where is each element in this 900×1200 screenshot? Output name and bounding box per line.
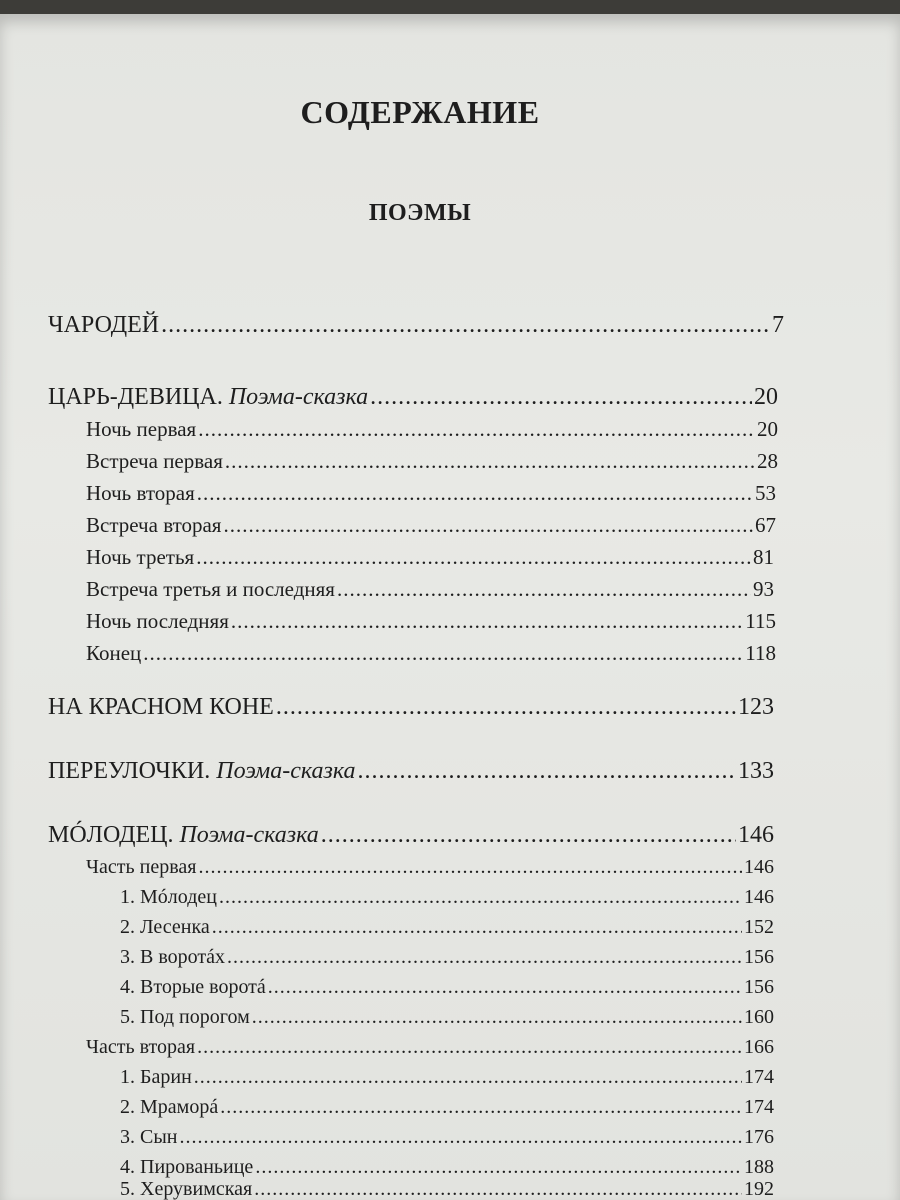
toc-entry-page: 188 [744, 1156, 774, 1178]
toc-entry-page: 146 [744, 856, 774, 878]
toc-leader-dots [220, 1092, 742, 1122]
toc-entry-title: 4. Вторые воротá [120, 976, 266, 998]
toc-entry-subtitle: Поэма-сказка [216, 758, 356, 784]
toc-entry [120, 882, 774, 912]
toc-entry [86, 852, 774, 882]
toc-entry-title: Часть первая [86, 856, 197, 878]
toc-entry [86, 1032, 774, 1062]
toc-entry-page: 174 [744, 1096, 774, 1118]
toc-leader-dots [276, 692, 736, 722]
toc-entry-page: 166 [744, 1036, 774, 1058]
toc-entry-title: 1. Барин [120, 1066, 192, 1088]
toc-leader-dots [161, 310, 770, 340]
toc-entry-page: 160 [744, 1006, 774, 1028]
toc-leader-dots [198, 414, 755, 444]
toc-entry [120, 1174, 774, 1200]
toc-leader-dots [252, 1002, 742, 1032]
toc-entry-title: Конец [86, 641, 142, 665]
toc-entry-page: 146 [738, 822, 774, 848]
toc-entry [86, 478, 776, 508]
toc-entry [86, 638, 776, 668]
toc-entry-title: 2. Мраморá [120, 1096, 219, 1118]
toc-entry-page: 176 [744, 1126, 774, 1148]
toc-entry-title: 5. Под порогом [120, 1006, 250, 1028]
toc-entry-title: Ночь третья [86, 545, 195, 569]
toc-entry-subtitle: Поэма-сказка [228, 384, 369, 410]
toc-entry-page: 156 [744, 976, 774, 998]
toc-entry-title: ПЕРЕУЛОЧКИ. [48, 758, 211, 784]
toc-leader-dots [198, 852, 742, 882]
toc-leader-dots [225, 446, 755, 476]
toc-entry-page: 152 [744, 916, 774, 938]
toc-entry [120, 942, 774, 972]
toc-leader-dots [197, 1032, 742, 1062]
toc-entry-page: 192 [744, 1178, 774, 1200]
toc-entry-title: Часть вторая [86, 1036, 196, 1058]
toc-entry [86, 510, 776, 540]
toc-entry-page: 20 [754, 384, 778, 410]
toc-entry-title: 1. Мóлодец [120, 886, 217, 908]
toc-entry [86, 542, 774, 572]
toc-entry-title: Ночь вторая [86, 481, 195, 505]
toc-entry [86, 606, 776, 636]
toc-entry-subtitle: Поэма-сказка [179, 822, 319, 848]
toc-entry [120, 1002, 774, 1032]
toc-entry-title: Встреча третья и последняя [86, 577, 335, 601]
toc-entry [86, 446, 778, 476]
toc-entry-page: 53 [755, 481, 776, 505]
toc-entry [48, 382, 778, 412]
toc-entry-title: ЦАРЬ-ДЕВИЦА. [48, 384, 223, 410]
toc-entry-page: 115 [745, 609, 776, 633]
toc-entry-page: 174 [744, 1066, 774, 1088]
toc-leader-dots [219, 882, 742, 912]
toc-entry-title: МÓЛОДЕЦ. [48, 822, 174, 848]
toc-entry [120, 1092, 774, 1122]
toc-entry-title: Ночь последняя [86, 609, 229, 633]
toc-leader-dots [337, 574, 751, 604]
toc-entry-title: Встреча первая [86, 449, 223, 473]
section-title: ПОЭМЫ [368, 200, 472, 226]
toc-leader-dots [179, 1122, 742, 1152]
toc-entry-page: 156 [744, 946, 774, 968]
toc-leader-dots [358, 756, 737, 786]
book-page [0, 14, 900, 1200]
toc-leader-dots [227, 942, 742, 972]
toc-entry-title: НА КРАСНОМ КОНЕ [48, 694, 274, 720]
toc-entry-title: 3. В воротáх [120, 946, 225, 968]
toc-leader-dots [321, 820, 736, 850]
toc-entry [48, 820, 774, 850]
toc-entry [120, 912, 774, 942]
toc-leader-dots [370, 382, 752, 412]
toc-entry [86, 414, 778, 444]
toc-leader-dots [197, 478, 753, 508]
toc-leader-dots [268, 972, 742, 1002]
toc-entry-title: 3. Сын [120, 1126, 178, 1148]
toc-leader-dots [231, 606, 743, 636]
toc-entry-title: Встреча вторая [86, 513, 222, 537]
toc-leader-dots [194, 1062, 742, 1092]
toc-entry-title: Ночь первая [86, 417, 197, 441]
toc-entry-title: 4. Пированьице [120, 1156, 254, 1178]
toc-entry-page: 146 [744, 886, 774, 908]
toc-leader-dots [223, 510, 753, 540]
toc-entry-page: 81 [753, 545, 774, 569]
toc-leader-dots [143, 638, 743, 668]
toc-entry-page: 7 [772, 312, 784, 338]
toc-entry-page: 118 [745, 641, 776, 665]
toc-entry-page: 20 [757, 417, 778, 441]
page-title: СОДЕРЖАНИЕ [300, 94, 540, 130]
toc-leader-dots [196, 542, 751, 572]
toc-entry-page: 93 [753, 577, 774, 601]
toc-entry [86, 574, 774, 604]
toc-leader-dots [212, 912, 742, 942]
toc-entry [120, 1122, 774, 1152]
toc-entry-page: 133 [738, 758, 774, 784]
toc-leader-dots [254, 1174, 742, 1200]
toc-entry-title: 5. Херувимская [120, 1178, 253, 1200]
toc-entry-title: ЧАРОДЕЙ [48, 312, 160, 338]
toc-entry-page: 67 [755, 513, 776, 537]
toc-entry [48, 756, 774, 786]
toc-entry-page: 28 [757, 449, 778, 473]
toc-entry [120, 972, 774, 1002]
toc-entry-page: 123 [738, 694, 774, 720]
toc-entry [48, 310, 784, 340]
toc-entry [120, 1062, 774, 1092]
toc-entry-title: 2. Лесенка [120, 916, 210, 938]
toc-entry [48, 692, 774, 722]
